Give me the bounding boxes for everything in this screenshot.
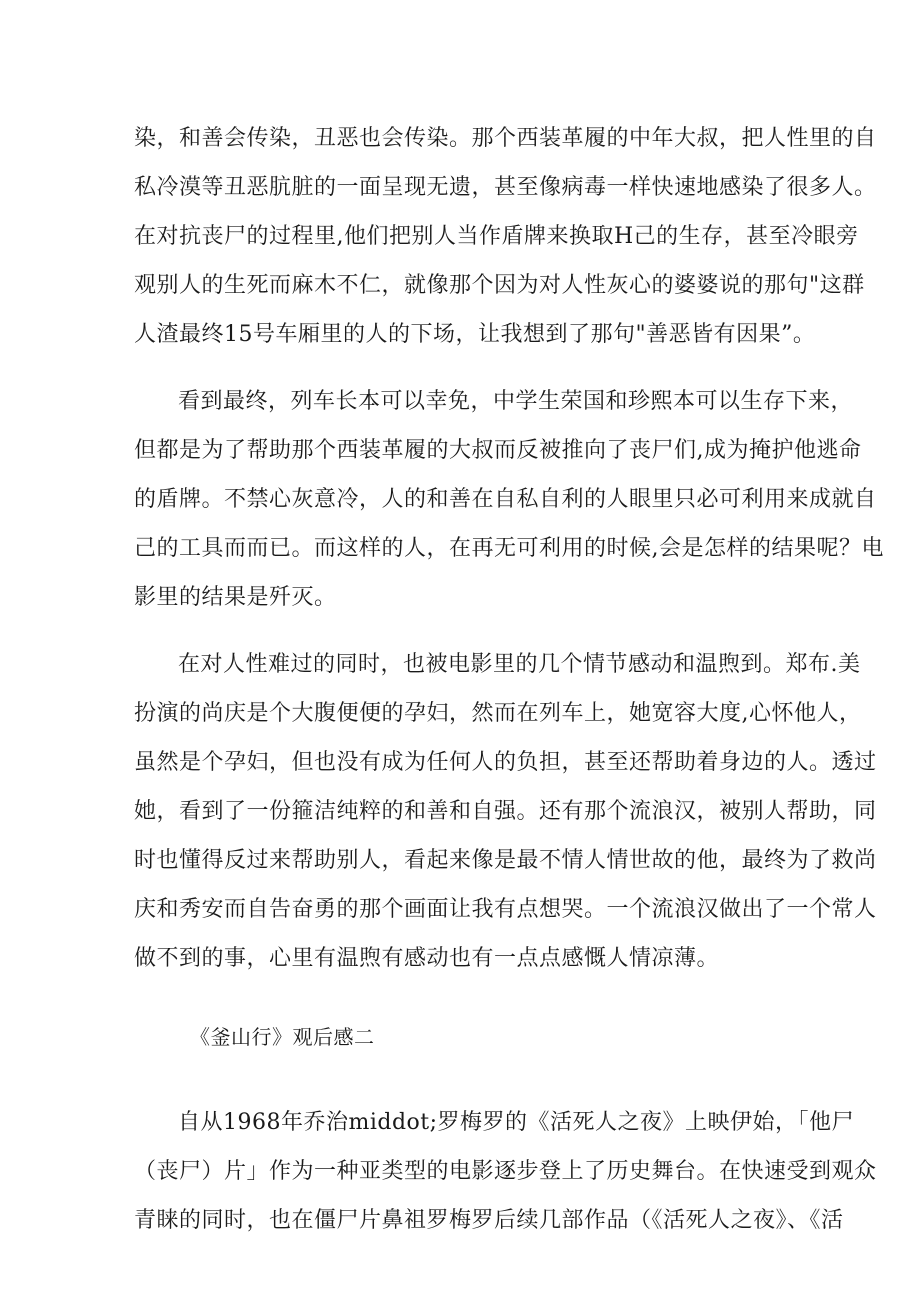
section-heading	[134, 1013, 798, 1062]
paragraph-2	[134, 377, 884, 622]
document-body	[134, 114, 884, 1245]
text-line: 做不到的事，心里有温煦有感动也有一点点感慨人情凉薄。	[134, 946, 720, 971]
paragraph-spacer	[134, 983, 798, 1013]
text-line: 在对抗丧尸的过程里,他们把别人当作盾牌来换取H己的生存，甚至冷眼旁	[134, 224, 859, 249]
text-line: 看到最终，列车长本可以幸免，中学生荣国和珍熙本可以生存下来，	[178, 389, 854, 414]
paragraph-spacer	[134, 1062, 798, 1098]
text-line: 庆和秀安而自告奋勇的那个画面让我有点想哭。一个流浪汉做出了一个常人	[134, 897, 877, 922]
text-line: 在对人性难过的同时，也被电影里的几个情节感动和温煦到。郑布.美	[178, 652, 861, 677]
text-line: 人渣最终15号车厢里的人的下场，让我想到了那句"善恶皆有因果”。	[134, 322, 816, 347]
text-line: 虽然是个孕妇，但也没有成为任何人的负担，甚至还帮助着身边的人。透过	[134, 750, 877, 775]
text-line: 青睐的同时，也在僵尸片鼻祖罗梅罗后续几部作品（《活死人之夜》、《活	[134, 1208, 844, 1233]
text-line: 扮演的尚庆是个大腹便便的孕妇，然而在列车上，她宽容大度,心怀他人，	[134, 701, 862, 726]
text-line: 己的工具而而已。而这样的人，在再无可利用的时候,会是怎样的结果呢？电	[134, 536, 884, 561]
text-line: 染，和善会传染，丑恶也会传染。那个西装革履的中年大叔，把人性里的自	[134, 126, 877, 151]
paragraph-1	[134, 114, 877, 359]
text-line: 她，看到了一份箍洁纯粹的和善和自强。还有那个流浪汉，被别人帮助，同	[134, 799, 877, 824]
text-line: 自从1968年乔治middot;罗梅罗的《活死人之夜》上映伊始，「他尸	[178, 1110, 855, 1135]
text-line: 影里的结果是歼灭。	[134, 585, 337, 610]
text-line: 观别人的生死而麻木不仁，就像那个因为对人性灰心的婆婆说的那句"这群	[134, 273, 865, 298]
text-line: （丧尸）片」作为一种亚类型的电影逐步登上了历史舞台。在快速受到观众	[134, 1159, 877, 1184]
paragraph-3	[134, 640, 877, 983]
paragraph-spacer	[134, 359, 798, 377]
text-line: 但都是为了帮助那个西装革履的大叔而反被推向了丧尸们,成为掩护他逃命	[134, 438, 862, 463]
section-title: 《釜山行》观后感二	[190, 1025, 375, 1049]
paragraph-spacer	[134, 622, 798, 640]
text-line: 时也懂得反过来帮助别人，看起来像是最不情人情世故的他，最终为了救尚	[134, 848, 877, 873]
text-line: 的盾牌。不禁心灰意冷，人的和善在自私自利的人眼里只必可利用来成就自	[134, 487, 877, 512]
paragraph-4	[134, 1098, 877, 1245]
text-line: 私冷漠等丑恶肮脏的一面呈现无遗，甚至像病毒一样快速地感染了很多人。	[134, 175, 877, 200]
